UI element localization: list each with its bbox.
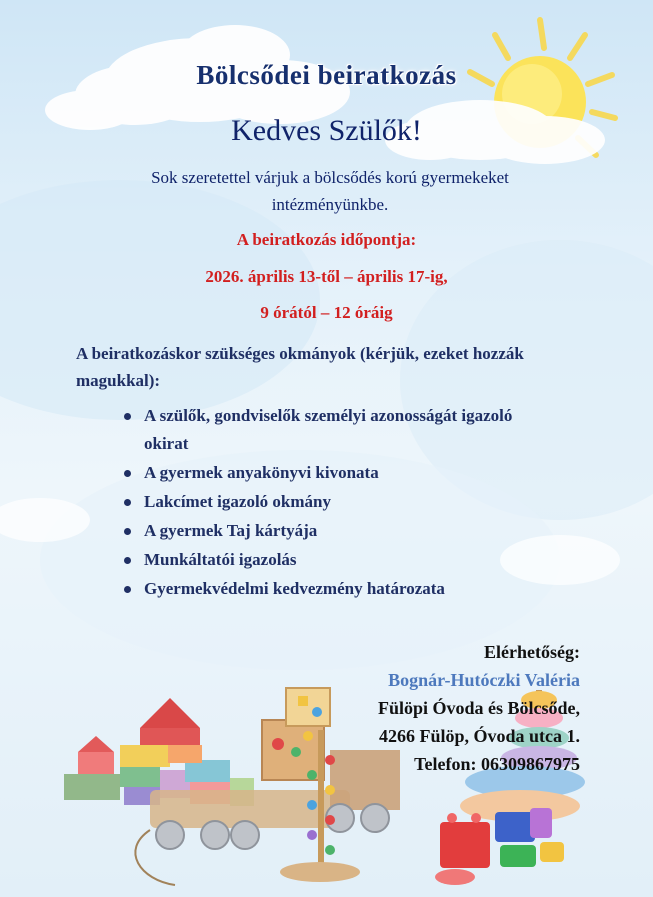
list-item: [122, 575, 542, 603]
bullet-icon: [124, 413, 131, 420]
bullet-icon: [124, 470, 131, 477]
documents-list: [122, 402, 542, 604]
list-item: [122, 488, 542, 516]
bullet-icon: [124, 528, 131, 535]
contact-heading: Elérhetőség:: [484, 642, 580, 662]
list-item-text: Lakcímet igazoló okmány: [144, 492, 331, 511]
enrollment-hours: 9 órától – 12 óráig: [260, 303, 393, 322]
intro-line-2: intézményünkbe.: [271, 195, 389, 214]
list-item-text: A szülők, gondviselők személyi azonosságát igazoló okirat: [144, 406, 513, 453]
list-item-text: Gyermekvédelmi kedvezmény határozata: [144, 579, 445, 598]
documents-intro: A beiratkozáskor szükséges okmányok (kérjük, ezeket hozzák magukkal):: [76, 344, 524, 390]
greeting: Kedves Szülők!: [231, 114, 422, 147]
list-item: [122, 517, 542, 545]
contact-block: [378, 638, 580, 778]
bullet-icon: [124, 557, 131, 564]
list-item-text: Munkáltatói igazolás: [144, 550, 297, 569]
list-item-text: A gyermek Taj kártyája: [144, 521, 318, 540]
enrollment-heading: A beiratkozás időpontja:: [236, 230, 417, 249]
list-item: [122, 459, 542, 487]
contact-name: Bognár-Hutóczki Valéria: [388, 670, 580, 690]
contact-institution: Fülöpi Óvoda és Bölcsőde,: [377, 698, 580, 718]
enrollment-dates: 2026. április 13-től – április 17-ig,: [205, 267, 448, 286]
contact-phone: Telefon: 06309867975: [414, 754, 580, 774]
contact-address: 4266 Fülöp, Óvoda utca 1.: [378, 726, 580, 746]
bullet-icon: [124, 499, 131, 506]
intro-line-1: Sok szeretettel várjuk a bölcsődés korú gyermekeket: [151, 168, 509, 187]
list-item: [122, 402, 542, 458]
intro-text: [100, 164, 560, 218]
list-item-text: A gyermek anyakönyvi kivonata: [144, 463, 379, 482]
page-title: Bölcsődei beiratkozás: [196, 60, 457, 90]
list-item: [122, 546, 542, 574]
bullet-icon: [124, 586, 131, 593]
